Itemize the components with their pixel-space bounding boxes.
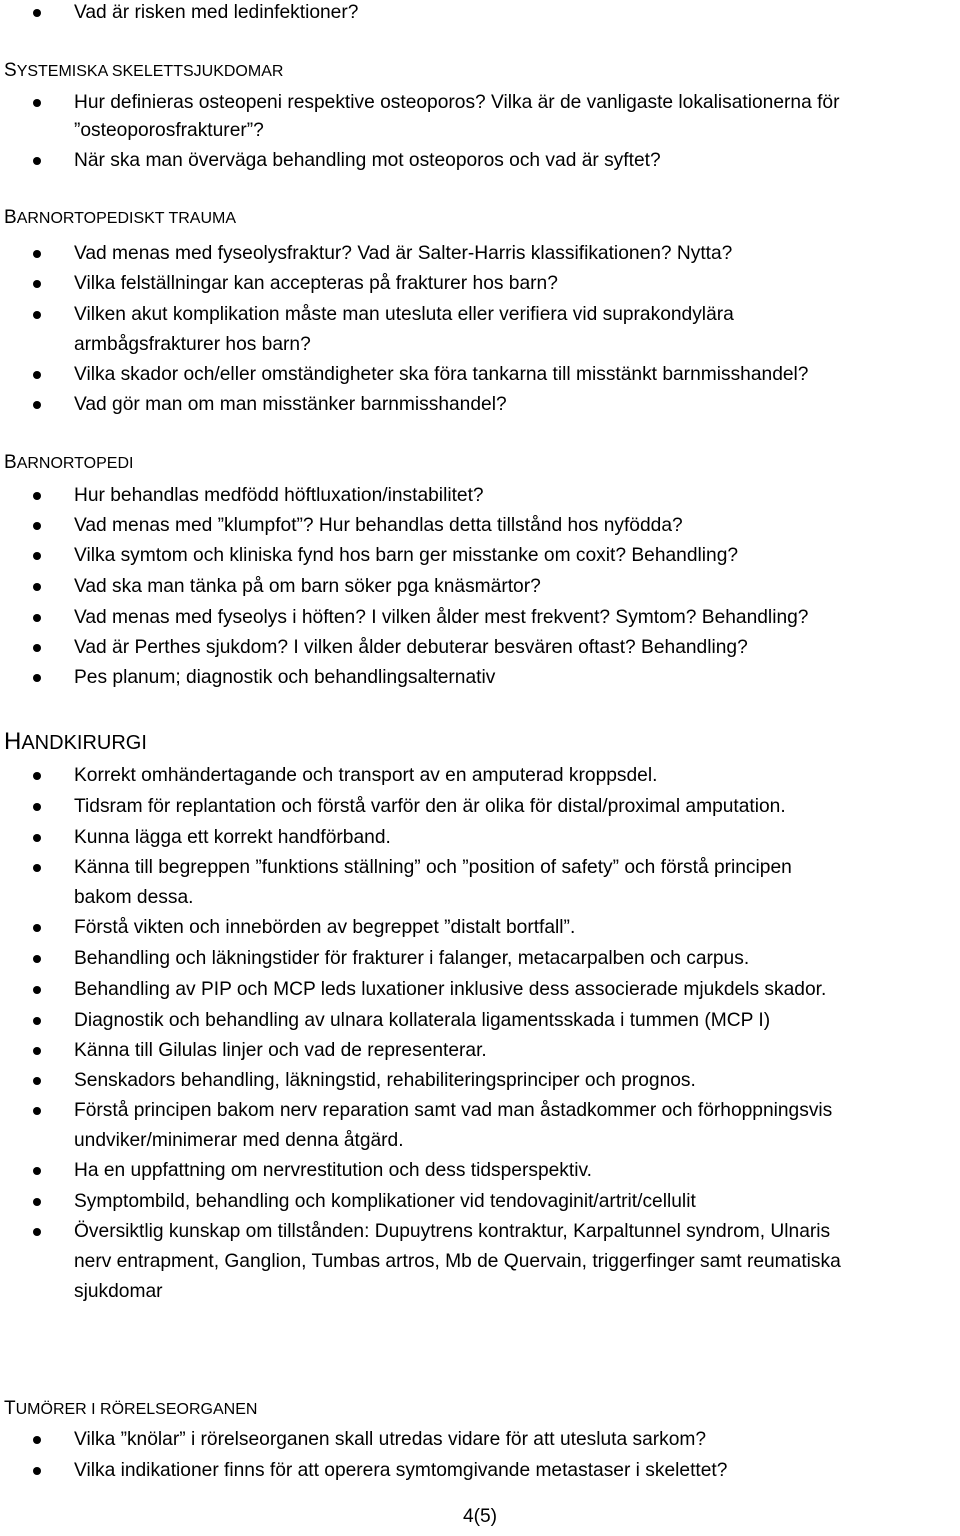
bullet-icon: [33, 1017, 41, 1025]
item-text: Diagnostik och behandling av ulnara kollaterala ligamentsskada i tummen (MCP I): [74, 1010, 771, 1031]
item-text: Vilka skador och/eller omständigheter ska föra tankarna till misstänkt barnmisshandel?: [74, 364, 809, 385]
item-text: Vilka felställningar kan accepteras på frakturer hos barn?: [74, 273, 558, 294]
bullet-icon: [33, 803, 41, 811]
list-item: [74, 88, 950, 117]
item-text: När ska man överväga behandling mot osteoporos och vad är syftet?: [74, 150, 661, 171]
list-item: [74, 481, 950, 510]
item-text: Vilken akut komplikation måste man utesluta eller verifiera vid suprakondylära: [74, 304, 734, 325]
list-item: [74, 663, 950, 692]
bullet-icon: [33, 157, 41, 165]
bullet-icon: [33, 1107, 41, 1115]
bullet-icon: [33, 924, 41, 932]
bullet-icon: [33, 614, 41, 622]
bullet-icon: [33, 674, 41, 682]
list-item: [74, 975, 950, 1004]
list-item: [74, 146, 950, 175]
section-heading: SYSTEMISKA SKELETTSJUKDOMAR: [4, 60, 284, 81]
item-text: Behandling av PIP och MCP leds luxationer inklusive dess associerade mjukdels skador.: [74, 979, 827, 1000]
item-text: Vad menas med fyseolys i höften? I vilken ålder mest frekvent? Symtom? Behandling?: [74, 607, 809, 628]
item-text: Vad menas med ”klumpfot”? Hur behandlas detta tillstånd hos nyfödda?: [74, 515, 683, 536]
bullet-icon: [33, 1167, 41, 1175]
list-item: [74, 300, 950, 329]
bullet-icon: [33, 772, 41, 780]
list-item: [74, 1096, 950, 1125]
bullet-icon: [33, 1198, 41, 1206]
item-text: Känna till begreppen ”funktions ställning” och ”position of safety” och förstå principen: [74, 857, 792, 878]
list-item: [74, 944, 950, 973]
item-continuation: sjukdomar: [74, 1281, 163, 1302]
bullet-icon: [33, 311, 41, 319]
list-item: [74, 1217, 950, 1246]
item-text: Pes planum; diagnostik och behandlingsalternativ: [74, 667, 496, 688]
list-item: [74, 1456, 950, 1485]
bullet-icon: [33, 986, 41, 994]
bullet-icon: [33, 955, 41, 963]
bullet-icon: [33, 583, 41, 591]
item-continuation: bakom dessa.: [74, 887, 194, 908]
bullet-icon: [33, 1228, 41, 1236]
list-item: [74, 913, 950, 942]
list-item: [74, 603, 950, 632]
item-text: Symptombild, behandling och komplikationer vid tendovaginit/artrit/cellulit: [74, 1191, 696, 1212]
item-text: Vilka ”knölar” i rörelseorganen skall utredas vidare för att utesluta sarkom?: [74, 1429, 707, 1450]
section-heading: BARNORTOPEDISKT TRAUMA: [4, 207, 236, 228]
list-item: [74, 511, 950, 540]
item-text: Förstå principen bakom nerv reparation samt vad man åstadkommer och förhoppningsvis: [74, 1100, 833, 1121]
item-text: Vad gör man om man misstänker barnmisshandel?: [74, 394, 507, 415]
bullet-icon: [33, 1467, 41, 1475]
item-text: Vad menas med fyseolysfraktur? Vad är Salter-Harris klassifikationen? Nytta?: [74, 243, 733, 264]
list-item: [74, 572, 950, 601]
item-text: Vad är Perthes sjukdom? I vilken ålder debuterar besvären oftast? Behandling?: [74, 637, 748, 658]
item-text: Vilka indikationer finns för att operera symtomgivande metastaser i skelettet?: [74, 1460, 728, 1481]
bullet-icon: [33, 864, 41, 872]
bullet-icon: [33, 1077, 41, 1085]
item-text: Hur definieras osteopeni respektive osteoporos? Vilka är de vanligaste lokalisationerna för: [74, 92, 840, 113]
list-item: [74, 239, 950, 268]
list-item: [74, 269, 950, 298]
item-continuation: nerv entrapment, Ganglion, Tumbas artros, Mb de Quervain, triggerfinger samt reumatiska: [74, 1251, 841, 1272]
bullet-icon: [33, 492, 41, 500]
item-text: Översiktlig kunskap om tillstånden: Dupuytrens kontraktur, Karpaltunnel syndrom, Ulnaris: [74, 1221, 831, 1242]
item-text: Ha en uppfattning om nervrestitution och dess tidsperspektiv.: [74, 1160, 592, 1181]
item-continuation: ”osteoporosfrakturer”?: [74, 120, 264, 141]
bullet-icon: [33, 552, 41, 560]
item-continuation: undviker/minimerar med denna åtgärd.: [74, 1130, 404, 1151]
list-item: [74, 853, 950, 882]
bullet-icon: [33, 250, 41, 258]
page-number: 4(5): [462, 1506, 498, 1527]
list-item: [74, 0, 950, 27]
item-text: Hur behandlas medfödd höftluxation/instabilitet?: [74, 485, 484, 506]
list-item: [74, 360, 950, 389]
item-text: Behandling och läkningstider för frakturer i falanger, metacarpalben och carpus.: [74, 948, 750, 969]
bullet-icon: [33, 9, 41, 17]
bullet-icon: [33, 1436, 41, 1444]
item-text: Senskadors behandling, läkningstid, rehabiliteringsprinciper och prognos.: [74, 1070, 696, 1091]
section-heading: BARNORTOPEDI: [4, 452, 134, 473]
item-text: Korrekt omhändertagande och transport av en amputerad kroppsdel.: [74, 765, 658, 786]
list-item: [74, 1066, 950, 1095]
list-item: [74, 792, 950, 821]
list-item: [74, 823, 950, 852]
section-heading: HANDKIRURGI: [4, 728, 147, 755]
bullet-icon: [33, 644, 41, 652]
item-text: Vad ska man tänka på om barn söker pga knäsmärtor?: [74, 576, 541, 597]
item-text: Kunna lägga ett korrekt handförband.: [74, 827, 391, 848]
item-continuation: armbågsfrakturer hos barn?: [74, 334, 311, 355]
list-item: [74, 761, 950, 790]
list-item: [74, 1187, 950, 1216]
bullet-icon: [33, 1047, 41, 1055]
list-item: [74, 390, 950, 419]
item-text: Känna till Gilulas linjer och vad de representerar.: [74, 1040, 487, 1061]
item-text: Förstå vikten och innebörden av begreppet ”distalt bortfall”.: [74, 917, 576, 938]
bullet-icon: [33, 834, 41, 842]
section-heading: TUMÖRER I RÖRELSEORGANEN: [4, 1398, 258, 1419]
item-text: Vilka symtom och kliniska fynd hos barn ger misstanke om coxit? Behandling?: [74, 545, 739, 566]
list-item: [74, 1006, 950, 1035]
bullet-icon: [33, 99, 41, 107]
list-item: [74, 633, 950, 662]
list-item: [74, 541, 950, 570]
bullet-icon: [33, 522, 41, 530]
list-item: [74, 1156, 950, 1185]
bullet-icon: [33, 371, 41, 379]
list-item: [74, 1036, 950, 1065]
list-item: [74, 1425, 950, 1454]
item-text: Vad är risken med ledinfektioner?: [74, 2, 359, 23]
bullet-icon: [33, 280, 41, 288]
bullet-icon: [33, 401, 41, 409]
item-text: Tidsram för replantation och förstå varför den är olika för distal/proximal amputation.: [74, 796, 786, 817]
